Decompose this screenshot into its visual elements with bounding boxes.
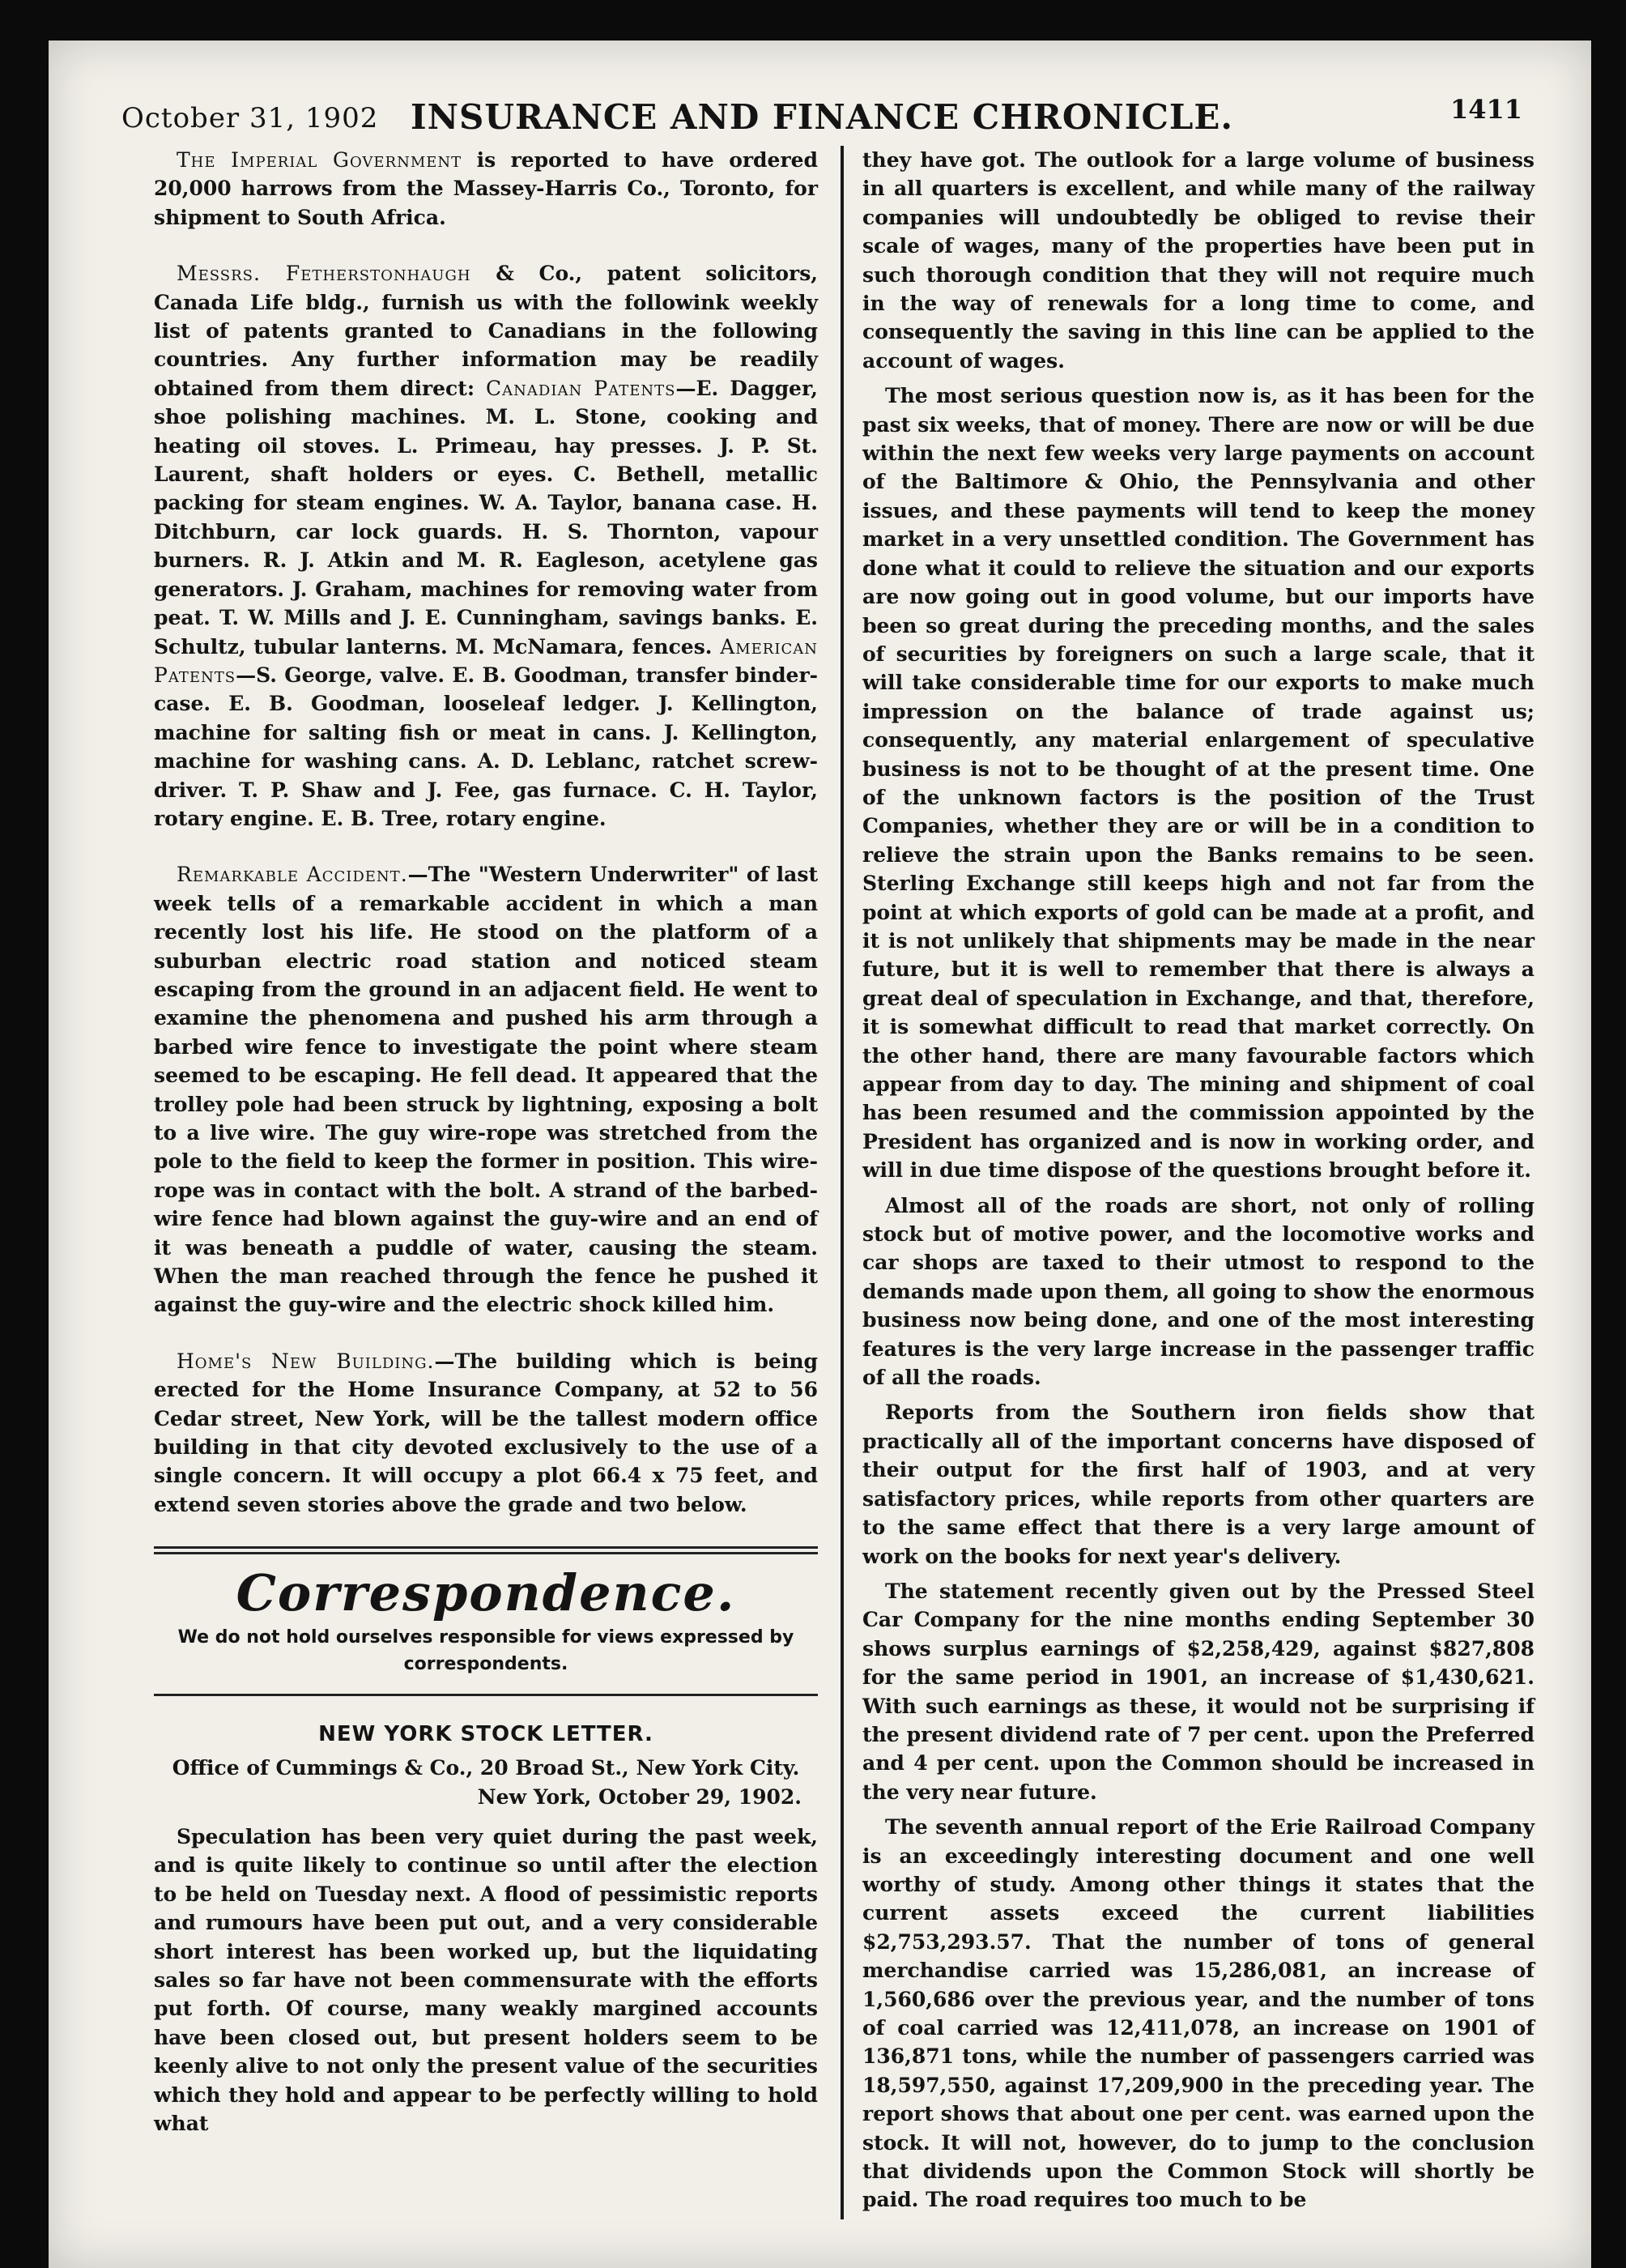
section-divider <box>154 1694 818 1696</box>
money-paragraph: The most serious question now is, as it has been for the past six weeks, that of money. There are now or will be due within the next few weeks very large payments on account of the Baltimore & Ohio, the Pennsylvania and other issues, and these payments will tend to keep the money market in a very unsettled condition. The Government has done what it could to relieve the situation and our exports are now going out in good volume, but our imports have been so great during the preceding months, and the sales of securities by foreigners on such a large scale, that it will take considerable time for our exports to make much impression on the balance of trade against us; consequently, any material enlargement of speculative business is not to be thought of at the present time. One of the unknown factors is the position of the Trust Companies, whether they are or will be in a condition to relieve the strain upon the Banks remains to be seen. Sterling Exchange still keeps high and not far from the point at which exports of gold can be made at a profit, and it is not unlikely that shipments may be made in the near future, but it is well to remember that there is always a great deal of speculation in Exchange, and that, therefore, it is somewhat difficult to read that market correctly. On the other hand, there are many favourable factors which appear from day to day. The mining and shipment of coal has been resumed and the commission appointed by the President has organized and is now in working order, and will in due time dispose of the questions brought before it. <box>862 384 1534 1183</box>
building-paragraph <box>154 1347 818 1519</box>
paragraph-text: —E. Dagger, shoe polishing machines. M. L. Stone, cooking and heating oil stoves. L. Primeau, hay presses. J. P. St. Laurent, shaft holders or eyes. C. Bethell, metallic packing for steam engines. W. A. Taylor, banana case. H. Ditchburn, car lock guards. H. S. Thornton, vapour burners. R. J. Atkin and M. R. Eagleson, acetylene gas generators. J. Graham, machines for removing water from peat. T. W. Mills and J. E. Cunningham, savings banks. E. Schultz, tubular lanterns. M. McNamara, fences. <box>154 376 819 659</box>
page-number: 1411 <box>1449 94 1522 125</box>
publication-title: INSURANCE AND FINANCE CHRONICLE. <box>410 97 1234 137</box>
stock-letter-title: NEW YORK STOCK LETTER. <box>318 1721 653 1746</box>
erie-railroad-paragraph: The seventh annual report of the Erie Railroad Company is an exceedingly interesting document and one well worthy of study. Among other things it states that the current assets exceed the current liabilities $2,753,293.57. That the number of tons of general merchandise carried was 15,286,081, an increase of 1,560,686 over the previous year, and the number of tons of coal carried was 12,411,078, an increase on 1901 of 136,871 tons, while the number of passengers carried was 18,597,550, against 17,209,900 in the preceding year. The report shows that about one per cent. was earned upon the stock. It will not, however, do to jump to the conclusion that dividends upon the Common Stock will shortly be paid. The road requires too much to be <box>862 1815 1534 2212</box>
disclaimer-text: We do not hold ourselves responsible for views expressed by correspondents. <box>177 1626 794 1674</box>
correspondence-heading: Correspondence. <box>236 1563 736 1623</box>
canadian-patents-label: Canadian Patents <box>486 376 676 400</box>
iron-fields-paragraph: Reports from the Southern iron fields show that practically all of the important concerns have disposed of their output for the first half of 1903, and at very satisfactory prices, while reports from other quarters are to the same effect that there is a very large amount of work on the books for next year's delivery. <box>862 1400 1534 1568</box>
right-column <box>862 146 1534 2221</box>
pressed-steel-paragraph: The statement recently given out by the Pressed Steel Car Company for the nine months ending September 30 shows surplus earnings of $2,258,429, against $827,808 for the same period in 1901, an increase of $1,430,621. With such earnings as these, it would not be surprising if the present dividend rate of 7 per cent. upon the Preferred and 4 per cent. upon the Common should be increased in the very near future. <box>862 1579 1534 1804</box>
paragraph-lead: Home's New Building. <box>177 1349 435 1373</box>
paragraph-text: —S. George, valve. E. B. Goodman, transfer binder-case. E. B. Goodman, looseleaf ledger. J. Kellington, machine for salting fish or meat in cans. J. Kellington, machine for washing cans. A. D. Leblanc, ratchet screw-driver. T. P. Shaw and J. Fee, gas furnace. C. H. Taylor, rotary engine. E. B. Tree, rotary engine. <box>154 663 818 830</box>
dateline: New York, October 29, 1902. <box>477 1784 802 1809</box>
american-patents-label: American Patents <box>154 634 818 687</box>
office-line: Office of Cummings & Co., 20 Broad St., New York City. <box>172 1756 800 1780</box>
section-divider <box>154 1546 818 1554</box>
paragraph-text: —The building which is being erected for the Home Insurance Company, at 52 to 56 Cedar street, New York, will be the tallest modern office building in that city devoted exclusively to the use of a single concern. It will occupy a plot 66.4 x 75 feet, and extend seven stories above the grade and two below. <box>154 1349 818 1516</box>
paragraph-text: —The "Western Underwriter" of last week tells of a remarkable accident in which a man recently lost his life. He stood on the platform of a suburban electric road station and noticed steam escaping from the ground in an adjacent field. He went to examine the phenomena and pushed his arm through a barbed wire fence to investigate the point where steam seemed to be escaping. He fell dead. It appeared that the trolley pole had been struck by lightning, exposing a bolt to a live wire. The guy wire-rope was stretched from the pole to the field to keep the former in position. This wire-rope was in contact with the bolt. A strand of the barbed-wire fence had blown against the guy-wire and an end of it was beneath a puddle of water, causing the steam. When the man reached through the fence he pushed it against the guy-wire and the electric shock killed him. <box>154 863 818 1317</box>
continuation-paragraph: they have got. The outlook for a large volume of business in all quarters is excellent, and while many of the railway companies will undoubtedly be obliged to revise their scale of wages, many of the properties have been put in such thorough condition that they will not require much in the way of renewals for a long time to come, and consequently the saving in this line can be applied to the account of wages. <box>862 148 1534 373</box>
paragraph-text: is reported to have ordered 20,000 harrows from the Massey-Harris Co., Toronto, for shipment to South Africa. <box>154 148 818 229</box>
stock-letter-paragraph: Speculation has been very quiet during the past week, and is quite likely to continue so until after the election to be held on Tuesday next. A flood of pessimistic reports and rumours have been put out, and a very considerable short interest has been worked up, but the liquidating sales so far have not been commensurate with the efforts put forth. Of course, many weakly margined accounts have been closed out, but present holders seem to be keenly alive to not only the present value of the securities which they hold and appear to be perfectly willing to hold what <box>154 1824 818 2135</box>
left-column <box>154 146 818 2165</box>
paragraph-lead: Messrs. Fetherstonhaugh <box>177 262 471 286</box>
harrows-paragraph <box>154 146 818 232</box>
roads-paragraph: Almost all of the roads are short, not only of rolling stock but of motive power, and the locomotive works and car shops are taxed to their utmost to respond to the demands made upon them, all going to show the enormous business now being done, and one of the most interesting features is the very large increase in the passenger traffic of all the roads. <box>862 1193 1534 1390</box>
column-divider <box>841 146 844 2219</box>
paragraph-lead: Remarkable Accident. <box>177 863 408 887</box>
issue-date: October 31, 1902 <box>121 102 379 134</box>
newspaper-page <box>49 40 1591 2268</box>
paragraph-lead: The Imperial Government <box>177 148 462 172</box>
accident-paragraph <box>154 860 818 1319</box>
paragraph-text: & Co., patent solicitors, Canada Life bldg., furnish us with the followink weekly list of patents granted to Canadians in the following countries. Any further information may be readily obtained from them direct: <box>154 262 819 400</box>
patents-paragraph <box>154 259 818 833</box>
page-header <box>121 91 1522 139</box>
